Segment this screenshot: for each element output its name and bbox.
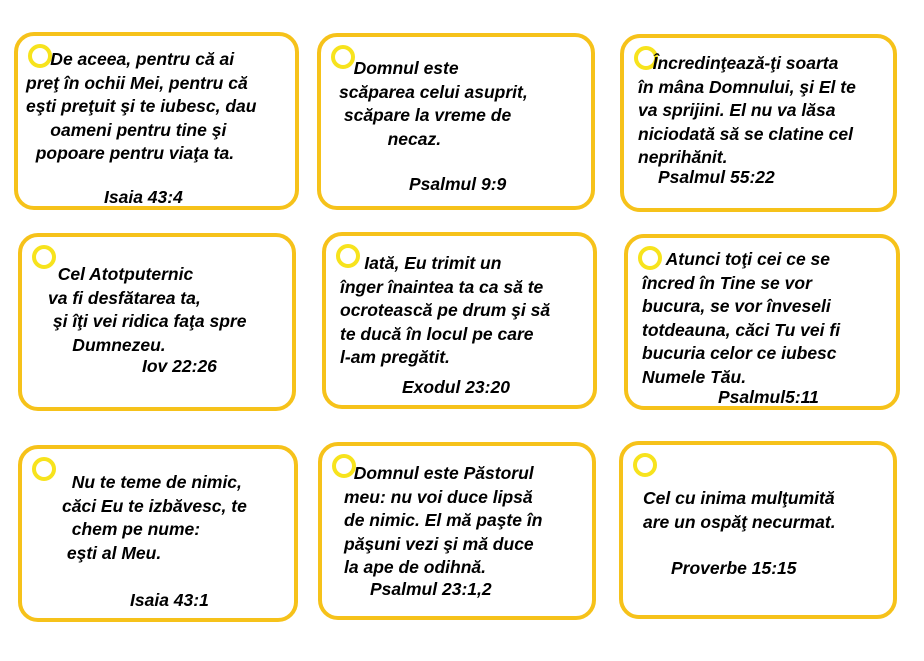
verse-reference: Psalmul 9:9 <box>409 174 507 194</box>
verse-reference: Psalmul 23:1,2 <box>370 579 492 599</box>
verse-reference: Isaia 43:4 <box>104 187 183 207</box>
verse-text: Cel cu inima mulţumită are un ospăţ necurmat. <box>643 488 836 532</box>
verse-reference: Iov 22:26 <box>142 356 217 376</box>
verse-card <box>318 442 596 620</box>
verse-reference: Isaia 43:1 <box>130 590 209 610</box>
verse-card <box>18 233 296 411</box>
verse-card <box>322 232 597 409</box>
verse-text: Atunci toţi cei ce se încred în Tine se vor bucura, se vor înveseli totdeauna, căci Tu vei fi bucuria celor ce iubesc Numele Tău. <box>642 249 841 387</box>
verse-card <box>18 445 298 622</box>
circle-icon <box>633 453 657 477</box>
verse-card <box>619 441 897 619</box>
circle-icon <box>32 457 56 481</box>
verse-text: Încredinţează-ţi soarta în mâna Domnului, şi El te va sprijini. El nu va lăsa niciodată să se clatine cel neprihănit. <box>638 53 856 167</box>
verse-text: Domnul este Păstorul meu: nu voi duce lipsă de nimic. El mă paşte în păşuni vezi şi mă duce la ape de odihnă. <box>344 463 543 577</box>
verse-card <box>317 33 595 210</box>
verse-card <box>624 234 900 410</box>
verse-text: Cel Atotputernic va fi desfătarea ta, şi îţi vei ridica faţa spre Dumnezeu. <box>48 264 247 355</box>
verse-text: Domnul este scăparea celui asuprit, scăpare la vreme de necaz. <box>339 58 528 149</box>
verse-card <box>14 32 299 210</box>
verse-reference: Exodul 23:20 <box>402 377 510 397</box>
verse-text: Nu te teme de nimic, căci Eu te izbăvesc, te chem pe nume: eşti al Meu. <box>62 472 247 563</box>
verse-text: Iată, Eu trimit un înger înaintea ta ca să te ocrotească pe drum şi să te ducă în locul pe care l-am pregătit. <box>340 253 551 367</box>
verse-reference: Psalmul5:11 <box>718 387 819 407</box>
verse-card <box>620 34 897 212</box>
verse-text: De aceea, pentru că ai preţ în ochii Mei, pentru că eşti preţuit şi te iubesc, dau oameni pentru tine şi popoare pentru viaţa ta. <box>26 49 257 163</box>
verse-reference: Psalmul 55:22 <box>658 167 775 187</box>
verse-reference: Proverbe 15:15 <box>671 558 797 578</box>
